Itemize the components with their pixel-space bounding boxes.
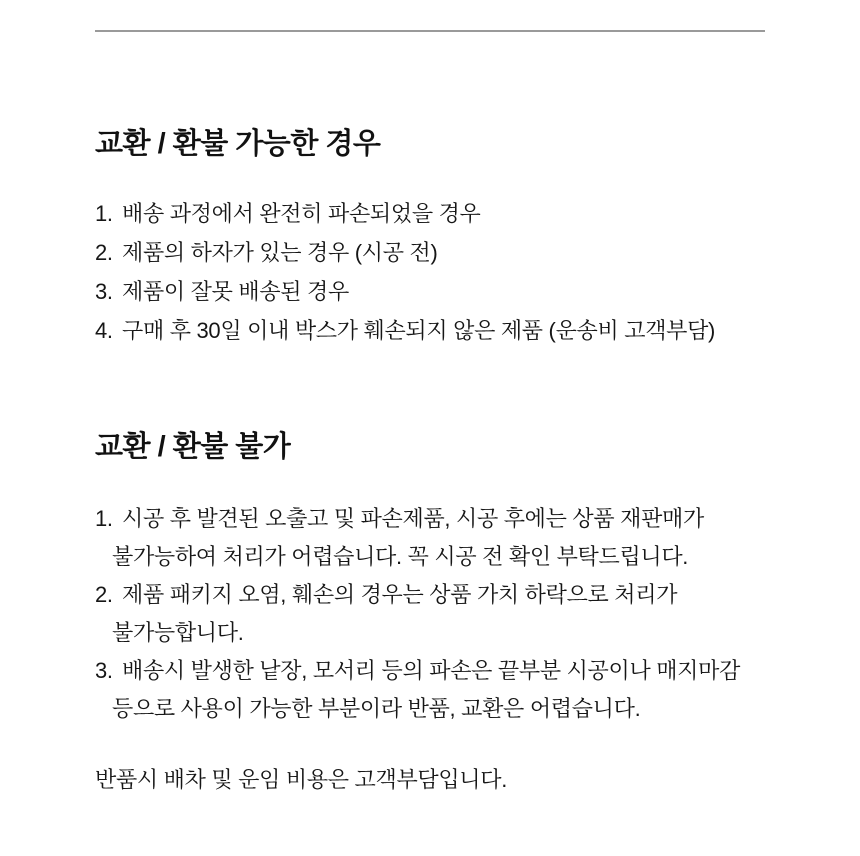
section-title-exchange-impossible: 교환 / 환불 불가 bbox=[95, 431, 291, 463]
list-item bbox=[95, 311, 765, 350]
item-text: 구매 후 30일 이내 박스가 훼손되지 않은 제품 (운송비 고객부담) bbox=[122, 318, 716, 343]
list-item bbox=[95, 500, 765, 576]
list-item bbox=[95, 652, 765, 728]
item-text: 배송 과정에서 완전히 파손되었을 경우 bbox=[122, 201, 481, 226]
item-continuation-line: 불가능합니다. bbox=[112, 620, 244, 645]
item-number: 1. bbox=[95, 506, 113, 531]
item-line bbox=[95, 652, 765, 690]
item-number: 1. bbox=[95, 201, 113, 226]
item-number: 3. bbox=[95, 658, 113, 683]
item-continuation-line: 불가능하여 처리가 어렵습니다. 꼭 시공 전 확인 부탁드립니다. bbox=[112, 544, 689, 569]
list-item bbox=[95, 233, 765, 272]
list-item bbox=[95, 194, 765, 233]
item-line bbox=[95, 272, 765, 311]
item-number: 2. bbox=[95, 582, 113, 607]
item-text: 제품이 잘못 배송된 경우 bbox=[122, 279, 349, 304]
list-item bbox=[95, 272, 765, 311]
list-item bbox=[95, 576, 765, 652]
item-number: 3. bbox=[95, 279, 113, 304]
refund-policy-page bbox=[0, 30, 860, 856]
item-line bbox=[95, 194, 765, 233]
item-line bbox=[95, 500, 765, 538]
item-text: 시공 후 발견된 오출고 및 파손제품, 시공 후에는 상품 재판매가 bbox=[122, 506, 704, 531]
item-continuation-line: 등으로 사용이 가능한 부분이라 반품, 교환은 어렵습니다. bbox=[112, 696, 641, 721]
item-text: 제품 패키지 오염, 훼손의 경우는 상품 가치 하락으로 처리가 bbox=[122, 582, 678, 607]
item-line bbox=[95, 576, 765, 614]
item-text: 제품의 하자가 있는 경우 (시공 전) bbox=[122, 240, 438, 265]
exchange-impossible-list bbox=[95, 500, 765, 728]
item-number: 2. bbox=[95, 240, 113, 265]
exchange-possible-list bbox=[95, 194, 765, 350]
return-cost-note: 반품시 배차 및 운임 비용은 고객부담입니다. bbox=[95, 767, 508, 792]
item-line bbox=[95, 311, 765, 350]
item-text: 배송시 발생한 낱장, 모서리 등의 파손은 끝부분 시공이나 매지마감 bbox=[122, 658, 741, 683]
top-divider bbox=[95, 30, 765, 32]
item-line bbox=[95, 233, 765, 272]
section-title-exchange-possible: 교환 / 환불 가능한 경우 bbox=[95, 128, 381, 160]
item-number: 4. bbox=[95, 318, 113, 343]
